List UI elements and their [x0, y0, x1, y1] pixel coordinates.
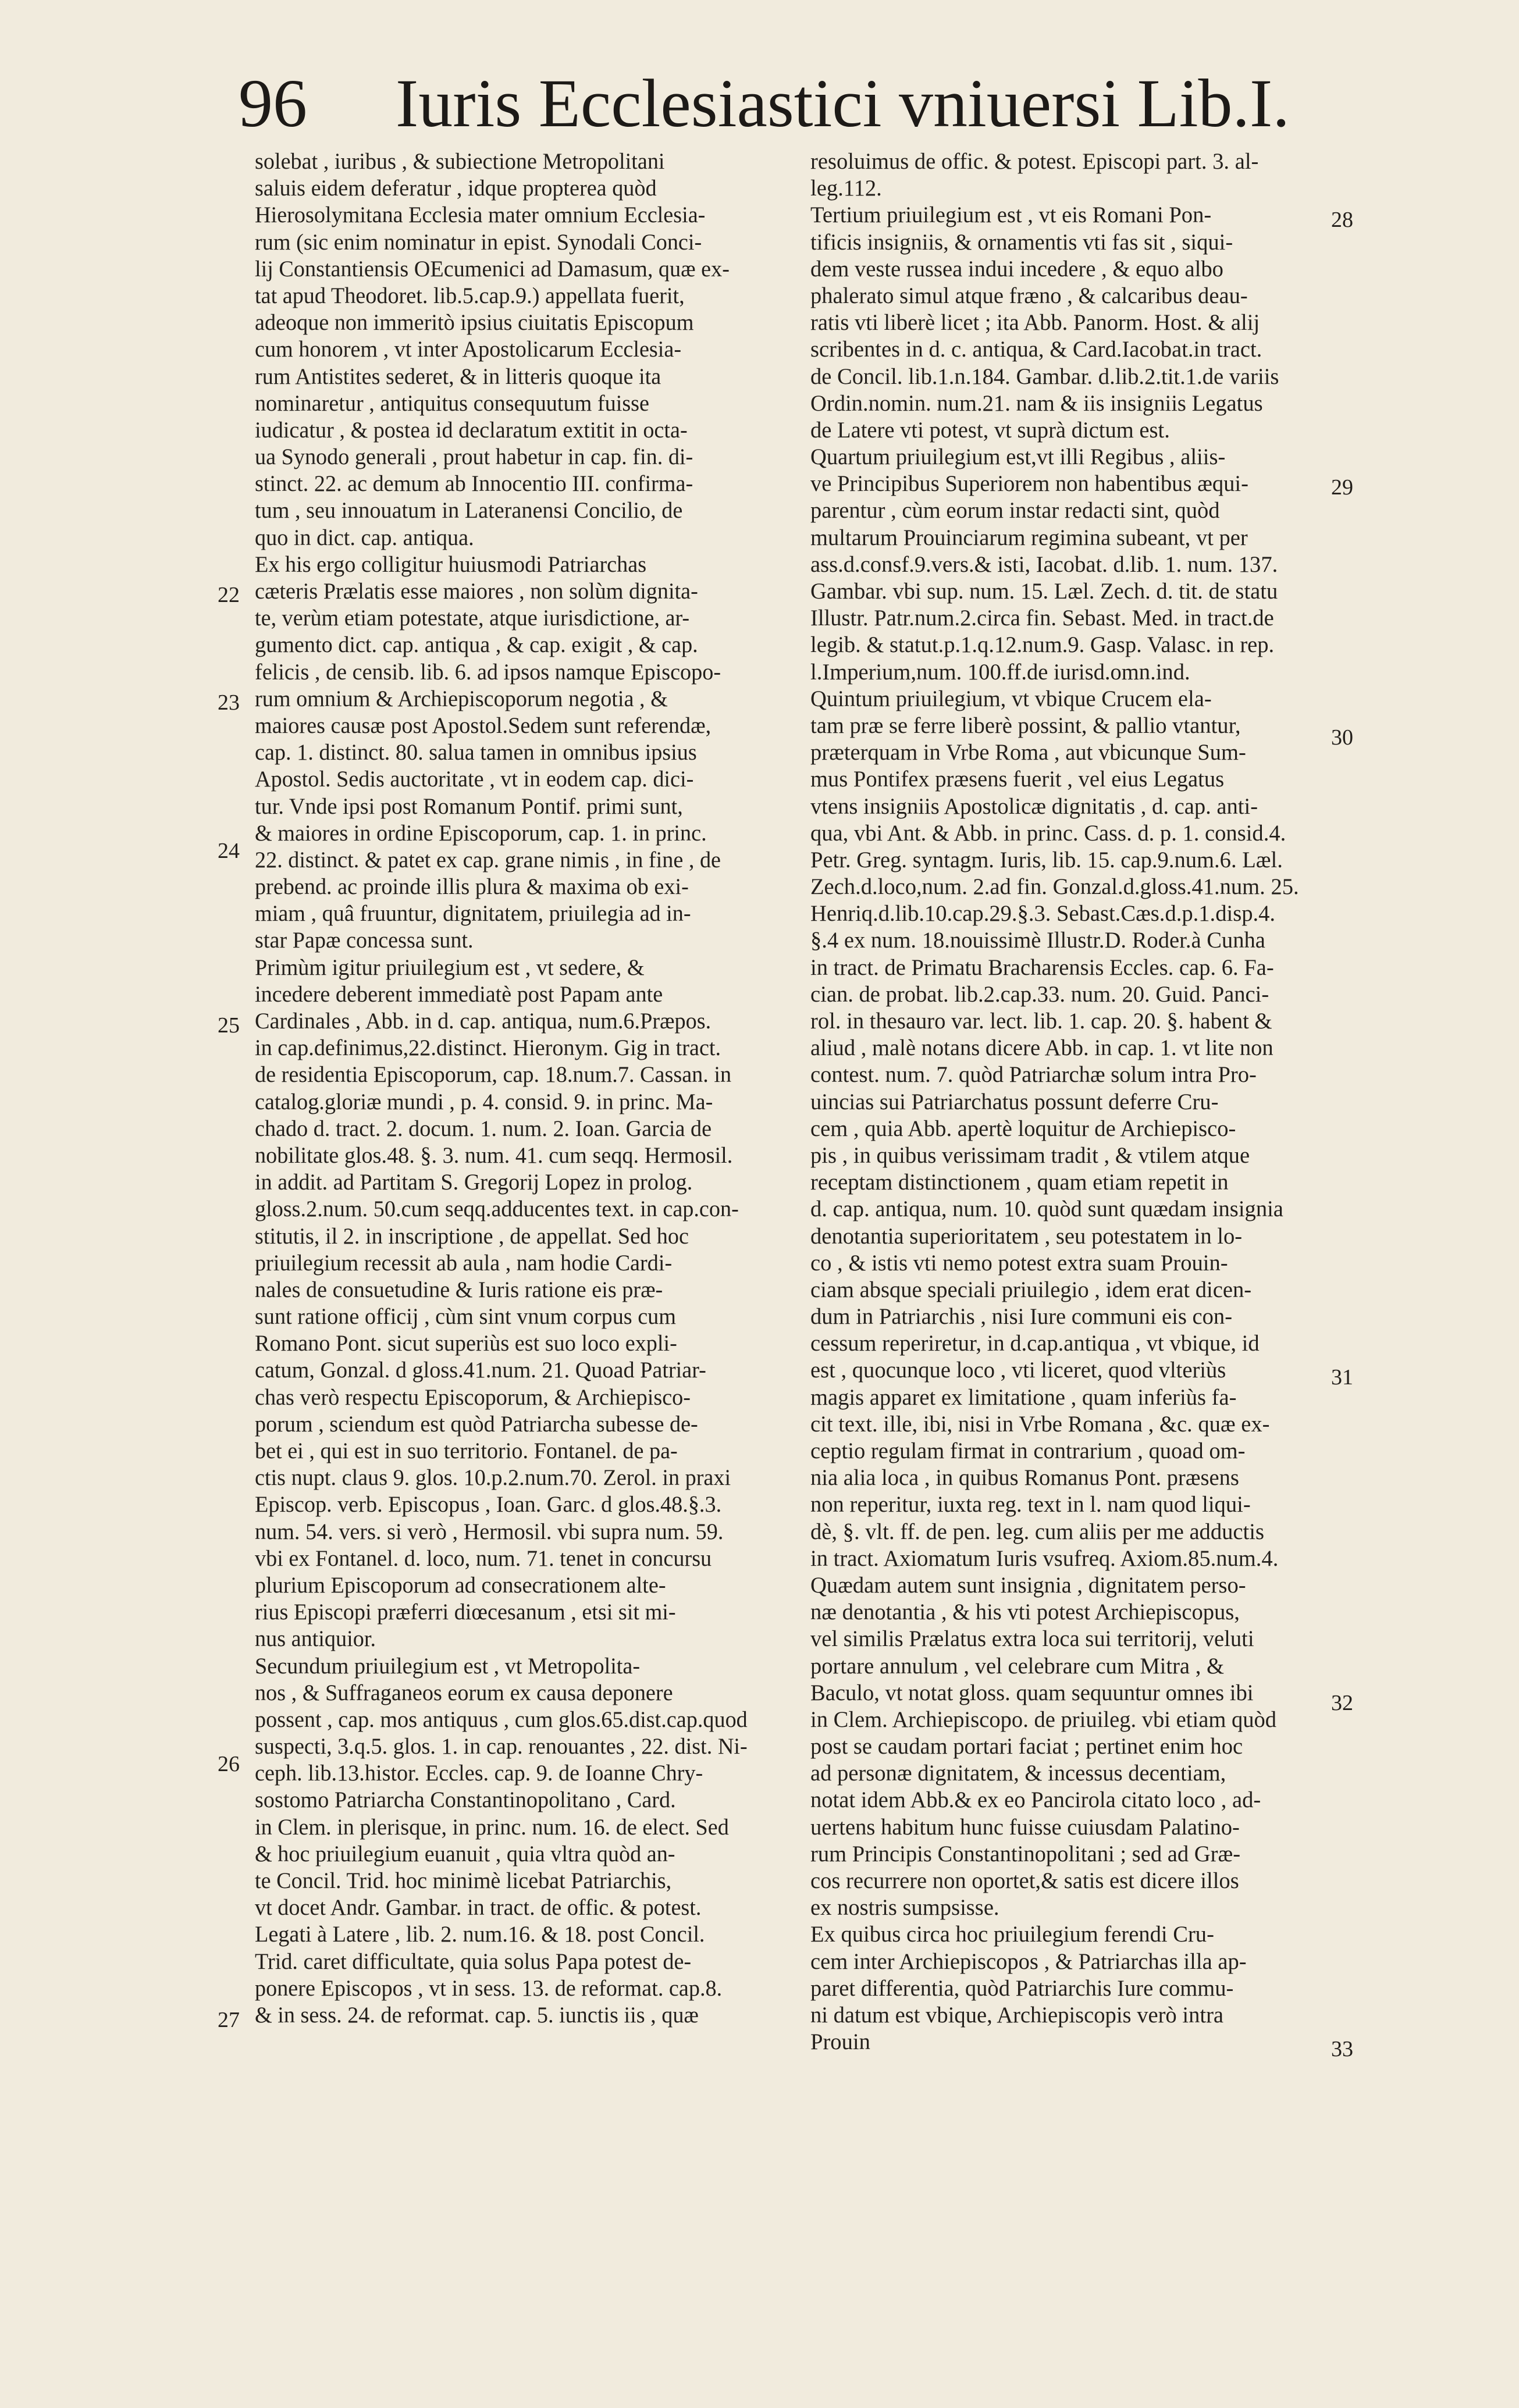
right-column	[810, 148, 1328, 2056]
text-line: tum , seu innouatum in Lateranensi Concilio, de	[255, 498, 683, 523]
text-line: cessum reperiretur, in d.cap.antiqua , vt vbique, id	[810, 1331, 1260, 1356]
text-line: cap. 1. distinct. 80. salua tamen in omnibus ipsius	[255, 740, 697, 765]
text-line: sostomo Patriarcha Constantinopolitano , Card.	[255, 1787, 676, 1813]
text-line: Henriq.d.lib.10.cap.29.§.3. Sebast.Cæs.d.p.1.disp.4.	[810, 901, 1276, 927]
text-line: Apostol. Sedis auctoritate , vt in eodem cap. dici-	[255, 767, 694, 792]
text-line: 22. distinct. & patet ex cap. grane nimis , in fine , de	[255, 847, 721, 872]
text-line: Quintum priuilegium, vt vbique Crucem ela-	[810, 686, 1212, 711]
text-line: ad personæ dignitatem, & incessus decentiam,	[810, 1761, 1226, 1786]
text-line: nobilitate glos.48. §. 3. num. 41. cum seqq. Hermosil.	[255, 1142, 733, 1168]
text-line: næ denotantia , & his vti potest Archiepiscopus,	[810, 1600, 1240, 1625]
text-line: notat idem Abb.& ex eo Pancirola citato loco , ad-	[810, 1787, 1261, 1813]
text-line: catalog.gloriæ mundi , p. 4. consid. 9. in princ. Ma-	[255, 1089, 713, 1114]
left-column	[255, 148, 825, 2029]
text-line: uincias sui Patriarchatus possunt deferre Cru-	[810, 1089, 1219, 1114]
margin-number: 33	[1331, 2037, 1353, 2061]
text-line: tat apud Theodoret. lib.5.cap.9.) appellata fuerit,	[255, 283, 685, 308]
text-line: lij Constantiensis OEcumenici ad Damasum, quæ ex-	[255, 256, 730, 282]
text-line: Petr. Greg. syntagm. Iuris, lib. 15. cap.9.num.6. Læl.	[810, 847, 1283, 872]
text-line: priuilegium recessit ab aula , nam hodie Cardi-	[255, 1250, 673, 1276]
text-line: Episcop. verb. Episcopus , Ioan. Garc. d glos.48.§.3.	[255, 1492, 722, 1518]
text-line: cem inter Archiepiscopos , & Patriarchas illa ap-	[810, 1949, 1247, 1974]
text-line: nus antiquior.	[255, 1626, 376, 1652]
text-line: gumento dict. cap. antiqua , & cap. exigit , & cap.	[255, 632, 698, 658]
text-line: magis apparet ex limitatione , quam inferiùs fa-	[810, 1384, 1237, 1410]
text-line: Zech.d.loco,num. 2.ad fin. Gonzal.d.gloss.41.num. 25.	[810, 874, 1299, 900]
text-line: aliud , malè notans dicere Abb. in cap. 1. vt lite non	[810, 1035, 1273, 1061]
text-line: num. 54. vers. si verò , Hermosil. vbi supra num. 59.	[255, 1519, 724, 1544]
text-line: maiores causæ post Apostol.Sedem sunt referendæ,	[255, 713, 712, 738]
text-line: multarum Prouinciarum regimina subeant, vt per	[810, 525, 1248, 550]
text-line: rum Principis Constantinopolitani ; sed ad Græ-	[810, 1841, 1241, 1866]
text-line: in tract. Axiomatum Iuris vsufreq. Axiom.85.num.4.	[810, 1545, 1279, 1571]
text-line: gloss.2.num. 50.cum seqq.adducentes text. in cap.con-	[255, 1196, 739, 1222]
text-line: prebend. ac proinde illis plura & maxima ob exi-	[255, 874, 689, 900]
text-line: in cap.definimus,22.distinct. Hieronym. Gig in tract.	[255, 1035, 721, 1061]
text-line: vt docet Andr. Gambar. in tract. de offic. & potest.	[255, 1895, 702, 1921]
text-line: ceptio regulam firmat in contrarium , quoad om-	[810, 1438, 1246, 1463]
text-line: solebat , iuribus , & subiectione Metropolitani	[255, 149, 665, 174]
margin-number: 24	[218, 839, 240, 863]
margin-number: 25	[218, 1013, 240, 1038]
text-line: post se caudam portari faciat ; pertinet enim hoc	[810, 1734, 1243, 1759]
text-line: d. cap. antiqua, num. 10. quòd sunt quædam insignia	[810, 1196, 1283, 1222]
margin-number: 32	[1331, 1691, 1353, 1715]
text-line: stinct. 22. ac demum ab Innocentio III. confirma-	[255, 471, 693, 497]
text-line: vtens insigniis Apostolicæ dignitatis , d. cap. anti-	[810, 793, 1258, 819]
text-line: & maiores in ordine Episcoporum, cap. 1. in princ.	[255, 820, 707, 846]
text-line: Romano Pont. sicut superiùs est suo loco expli-	[255, 1331, 677, 1356]
text-line: de Latere vti potest, vt suprà dictum est.	[810, 417, 1170, 443]
text-line: co , & istis vti nemo potest extra suam Prouin-	[810, 1250, 1228, 1276]
text-line: nominaretur , antiquitus consequutum fuisse	[255, 390, 650, 416]
text-line: Secundum priuilegium est , vt Metropolita-	[255, 1653, 641, 1679]
text-line: tam præ se ferre liberè possint, & pallio vtantur,	[810, 713, 1241, 738]
text-line: stitutis, il 2. in inscriptione , de appellat. Sed hoc	[255, 1223, 689, 1249]
text-line: possent , cap. mos antiquus , cum glos.65.dist.cap.quod	[255, 1707, 748, 1732]
text-line: tur. Vnde ipsi post Romanum Pontif. primi sunt,	[255, 793, 683, 819]
text-line: cæteris Prælatis esse maiores , non solùm dignita-	[255, 579, 698, 604]
text-line: rum (sic enim nominatur in epist. Synodali Conci-	[255, 229, 702, 255]
margin-number: 30	[1331, 725, 1353, 750]
running-title: Iuris Ecclesiastici vniuersi Lib.I.	[396, 65, 1290, 141]
text-line: in tract. de Primatu Bracharensis Eccles. cap. 6. Fa-	[810, 954, 1274, 980]
text-line: nos , & Suffraganeos eorum ex causa deponere	[255, 1680, 673, 1705]
text-line: incedere deberent immediatè post Papam ante	[255, 981, 663, 1007]
text-line: dè, §. vlt. ff. de pen. leg. cum aliis per me adductis	[810, 1519, 1264, 1544]
text-line: Illustr. Patr.num.2.circa fin. Sebast. Med. in tract.de	[810, 605, 1274, 631]
text-line: ve Principibus Superiorem non habentibus æqui-	[810, 471, 1248, 497]
text-line: nales de consuetudine & Iuris ratione eis præ-	[255, 1277, 663, 1302]
text-line: pis , in quibus verissimam tradit , & vtilem atque	[810, 1142, 1250, 1168]
text-line: Primùm igitur priuilegium est , vt sedere, &	[255, 954, 645, 980]
text-line: Prouin	[810, 2029, 870, 2055]
text-line: rius Episcopi præferri diœcesanum , etsi sit mi-	[255, 1600, 676, 1625]
text-line: paret differentia, quòd Patriarchis Iure commu-	[810, 1975, 1234, 2001]
margin-number: 29	[1331, 475, 1353, 500]
text-line: Quædam autem sunt insignia , dignitatem perso-	[810, 1572, 1246, 1598]
text-line: de residentia Episcoporum, cap. 18.num.7. Cassan. in	[255, 1062, 732, 1088]
text-line: in addit. ad Partitam S. Gregorij Lopez in prolog.	[255, 1170, 693, 1195]
text-line: cos recurrere non oportet,& satis est dicere illos	[810, 1868, 1239, 1893]
margin-number: 28	[1331, 208, 1353, 232]
text-line: cem , quia Abb. apertè loquitur de Archiepisco-	[810, 1116, 1236, 1141]
margin-number: 23	[218, 690, 240, 715]
text-line: & hoc priuilegium euanuit , quia vltra quòd an-	[255, 1841, 675, 1866]
text-line: præterquam in Vrbe Roma , aut vbicunque Sum-	[810, 740, 1246, 765]
text-line: porum , sciendum est quòd Patriarcha subesse de-	[255, 1411, 698, 1437]
text-line: non reperitur, iuxta reg. text in l. nam quod liqui-	[810, 1492, 1251, 1518]
text-line: tificis insigniis, & ornamentis vti fas sit , siqui-	[810, 229, 1233, 255]
text-line: ass.d.consf.9.vers.& isti, Iacobat. d.lib. 1. num. 137.	[810, 551, 1278, 577]
text-line: chas verò respectu Episcoporum, & Archiepisco-	[255, 1384, 691, 1410]
text-line: dem veste russea indui incedere , & equo albo	[810, 256, 1223, 282]
text-line: portare annulum , vel celebrare cum Mitra , &	[810, 1653, 1224, 1679]
text-line: qua, vbi Ant. & Abb. in princ. Cass. d. p. 1. consid.4.	[810, 820, 1286, 846]
text-line: mus Pontifex præsens fuerit , vel eius Legatus	[810, 767, 1225, 792]
text-line: catum, Gonzal. d gloss.41.num. 21. Quoad Patriar-	[255, 1358, 706, 1383]
text-line: star Papæ concessa sunt.	[255, 928, 474, 953]
text-line: ex nostris sumpsisse.	[810, 1895, 999, 1921]
text-line: ni datum est vbique, Archiepiscopis verò intra	[810, 2002, 1224, 2028]
text-line: §.4 ex num. 18.nouissimè Illustr.D. Roder.à Cunha	[810, 928, 1265, 953]
text-line: Tertium priuilegium est , vt eis Romani Pon-	[810, 202, 1212, 228]
text-line: cum honorem , vt inter Apostolicarum Ecclesia-	[255, 337, 682, 362]
text-line: rol. in thesauro var. lect. lib. 1. cap. 20. §. habent &	[810, 1009, 1272, 1034]
text-line: rum Antistites sederet, & in litteris quoque ita	[255, 364, 661, 389]
text-line: ctis nupt. claus 9. glos. 10.p.2.num.70. Zerol. in praxi	[255, 1465, 731, 1491]
margin-number: 22	[218, 583, 240, 607]
text-line: vel similis Prælatus extra loca sui territorij, veluti	[810, 1626, 1254, 1652]
text-line: te Concil. Trid. hoc minimè licebat Patriarchis,	[255, 1868, 672, 1893]
text-line: Trid. caret difficultate, quia solus Papa potest de-	[255, 1949, 692, 1974]
text-line: cian. de probat. lib.2.cap.33. num. 20. Guid. Panci-	[810, 981, 1269, 1007]
text-line: plurium Episcoporum ad consecrationem alte-	[255, 1572, 666, 1598]
text-line: Ex quibus circa hoc priuilegium ferendi Cru-	[810, 1922, 1214, 1947]
text-line: nia alia loca , in quibus Romanus Pont. præsens	[810, 1465, 1239, 1491]
text-line: adeoque non immeritò ipsius ciuitatis Episcopum	[255, 310, 694, 336]
text-line: rum omnium & Archiepiscoporum negotia , &	[255, 686, 668, 711]
margin-number: 26	[218, 1752, 240, 1776]
text-line: resoluimus de offic. & potest. Episcopi part. 3. al-	[810, 149, 1259, 174]
text-line: phalerato simul atque fræno , & calcaribus deau-	[810, 283, 1248, 308]
text-line: receptam distinctionem , quam etiam repetit in	[810, 1170, 1229, 1195]
text-line: Ex his ergo colligitur huiusmodi Patriarchas	[255, 551, 647, 577]
text-line: leg.112.	[810, 176, 882, 201]
text-line: Hierosolymitana Ecclesia mater omnium Ecclesia-	[255, 202, 706, 228]
text-line: Cardinales , Abb. in d. cap. antiqua, num.6.Præpos.	[255, 1009, 712, 1034]
text-line: est , quocunque loco , vti liceret, quod vlteriùs	[810, 1358, 1226, 1383]
text-line: de Concil. lib.1.n.184. Gambar. d.lib.2.tit.1.de variis	[810, 364, 1279, 389]
text-line: uertens habitum hunc fuisse cuiusdam Palatino-	[810, 1814, 1240, 1840]
text-line: Quartum priuilegium est,vt illi Regibus , aliis-	[810, 444, 1226, 470]
text-line: ua Synodo generali , prout habetur in cap. fin. di-	[255, 444, 693, 470]
text-line: legib. & statut.p.1.q.12.num.9. Gasp. Valasc. in rep.	[810, 632, 1275, 658]
text-line: denotantia superioritatem , seu potestatem in lo-	[810, 1223, 1243, 1249]
text-line: dum in Patriarchis , nisi Iure communi eis con-	[810, 1304, 1233, 1330]
text-line: ponere Episcopos , vt in sess. 13. de reformat. cap.8.	[255, 1975, 723, 2001]
text-line: felicis , de censib. lib. 6. ad ipsos namque Episcopo-	[255, 659, 721, 685]
text-line: in Clem. in plerisque, in princ. num. 16. de elect. Sed	[255, 1814, 729, 1840]
text-line: saluis eidem deferatur , idque propterea quòd	[255, 176, 657, 201]
text-line: vbi ex Fontanel. d. loco, num. 71. tenet in concursu	[255, 1545, 712, 1571]
text-line: Baculo, vt notat gloss. quam sequuntur omnes ibi	[810, 1680, 1254, 1705]
text-line: scribentes in d. c. antiqua, & Card.Iacobat.in tract.	[810, 337, 1262, 362]
text-line: Gambar. vbi sup. num. 15. Læl. Zech. d. tit. de statu	[810, 579, 1278, 604]
text-line: parentur , cùm eorum instar redacti sint, quòd	[810, 498, 1220, 523]
text-line: l.Imperium,num. 100.ff.de iurisd.omn.ind.	[810, 659, 1190, 685]
text-line: & in sess. 24. de reformat. cap. 5. iunctis iis , quæ	[255, 2002, 699, 2028]
text-line: contest. num. 7. quòd Patriarchæ solum intra Pro-	[810, 1062, 1257, 1088]
text-line: iudicatur , & postea id declaratum extitit in octa-	[255, 417, 688, 443]
text-line: Ordin.nomin. num.21. nam & iis insigniis Legatus	[810, 390, 1263, 416]
text-line: suspecti, 3.q.5. glos. 1. in cap. renouantes , 22. dist. Ni-	[255, 1734, 748, 1759]
text-line: ceph. lib.13.histor. Eccles. cap. 9. de Ioanne Chry-	[255, 1761, 703, 1786]
text-line: te, verùm etiam potestate, atque iurisdictione, ar-	[255, 605, 690, 631]
margin-number: 27	[218, 2008, 240, 2032]
text-line: bet ei , qui est in suo territorio. Fontanel. de pa-	[255, 1438, 678, 1463]
text-line: chado d. tract. 2. docum. 1. num. 2. Ioan. Garcia de	[255, 1116, 712, 1141]
text-line: miam , quâ fruuntur, dignitatem, priuilegia ad in-	[255, 901, 691, 927]
page-number: 96	[239, 65, 307, 141]
text-line: ciam absque speciali priuilegio , idem erat dicen-	[810, 1277, 1252, 1302]
text-line: quo in dict. cap. antiqua.	[255, 525, 474, 550]
text-line: cit text. ille, ibi, nisi in Vrbe Romana , &c. quæ ex-	[810, 1411, 1270, 1437]
text-line: ratis vti liberè licet ; ita Abb. Panorm. Host. & alij	[810, 310, 1260, 336]
text-line: Legati à Latere , lib. 2. num.16. & 18. post Concil.	[255, 1922, 705, 1947]
margin-number: 31	[1331, 1365, 1353, 1390]
text-line: in Clem. Archiepiscopo. de priuileg. vbi etiam quòd	[810, 1707, 1277, 1732]
text-line: sunt ratione officij , cùm sint vnum corpus cum	[255, 1304, 676, 1330]
